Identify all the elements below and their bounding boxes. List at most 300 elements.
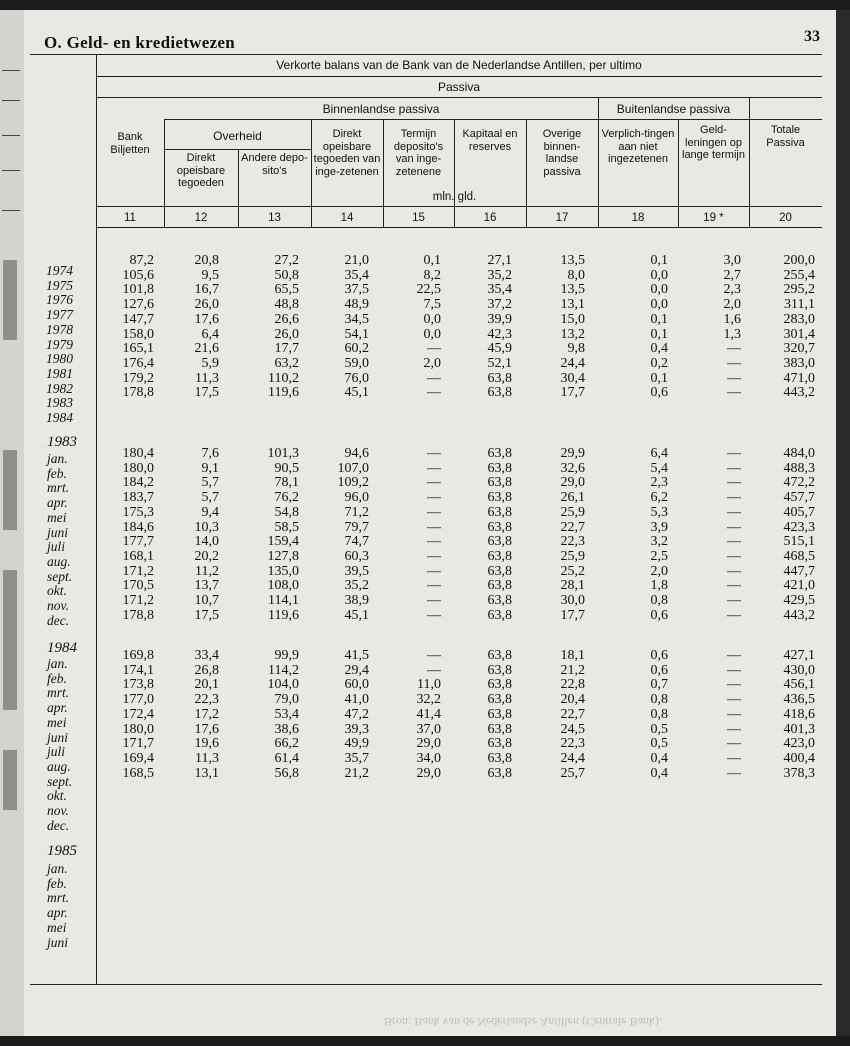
row-1984-cell: — bbox=[427, 662, 441, 678]
row-1983-cell: 107,0 bbox=[337, 460, 369, 476]
annual-row-cell: 0,1 bbox=[650, 253, 668, 268]
row-1983-cell: — bbox=[427, 519, 441, 535]
column-number-13: 13 bbox=[268, 212, 281, 224]
annual-row-cell: 63,8 bbox=[487, 385, 512, 401]
annual-row-cell: 127,6 bbox=[122, 297, 154, 313]
row-1983-cell: 2,0 bbox=[650, 563, 668, 579]
row-1984-cell: 56,8 bbox=[274, 765, 299, 781]
row-1983-cell: 5,7 bbox=[201, 475, 219, 491]
row-label-month: feb. bbox=[47, 670, 67, 686]
row-1983-cell: 14,0 bbox=[194, 534, 219, 550]
row-1983-cell: — bbox=[727, 460, 741, 476]
row-1983-cell: — bbox=[727, 534, 741, 550]
row-1984-cell: 104,0 bbox=[267, 677, 299, 693]
row-1983-cell: — bbox=[427, 578, 441, 594]
annual-row-cell: 26,6 bbox=[274, 311, 299, 327]
annual-row-cell: 105,6 bbox=[122, 267, 154, 283]
row-1983-cell: 94,6 bbox=[344, 446, 369, 461]
row-1984-cell: 17,6 bbox=[194, 721, 219, 737]
row-1984-cell: — bbox=[727, 692, 741, 708]
row-label-month: apr. bbox=[47, 495, 68, 511]
unit-label: mln. gld. bbox=[432, 191, 477, 203]
annual-row-cell: 76,0 bbox=[344, 370, 369, 386]
row-label-month: apr. bbox=[47, 905, 68, 921]
row-label-year: 1976 bbox=[46, 292, 73, 308]
row-1983-cell: 5,7 bbox=[201, 490, 219, 506]
row-1983-cell: 17,5 bbox=[194, 607, 219, 623]
row-1983-cell: 423,3 bbox=[783, 519, 815, 535]
row-1983-cell: — bbox=[727, 504, 741, 520]
annual-row-cell: 255,4 bbox=[783, 267, 815, 283]
row-label-month: nov. bbox=[47, 598, 69, 613]
passiva-header: Passiva bbox=[437, 80, 481, 94]
annual-row-cell: 8,0 bbox=[567, 267, 585, 283]
adjacent-page-edge bbox=[0, 10, 24, 1036]
column-number-17: 17 bbox=[555, 212, 569, 224]
row-1983-cell: 177,7 bbox=[122, 534, 154, 550]
row-1984-cell: — bbox=[427, 648, 441, 663]
row-1983-cell: — bbox=[427, 504, 441, 520]
annual-row-cell: 35,4 bbox=[344, 267, 369, 283]
row-1984-cell: 430,0 bbox=[783, 662, 815, 678]
row-1984-cell: 63,8 bbox=[487, 706, 512, 722]
annual-row-cell: 52,1 bbox=[487, 355, 512, 371]
row-1984-cell: 13,1 bbox=[194, 765, 219, 781]
row-1984-cell: 17,2 bbox=[194, 706, 219, 722]
row-1983-cell: 29,0 bbox=[560, 475, 585, 491]
annual-row-cell: 6,4 bbox=[201, 326, 219, 342]
row-1984-cell: — bbox=[727, 721, 741, 737]
row-1984-cell: 49,9 bbox=[344, 736, 369, 752]
column-number-15: 15 bbox=[412, 212, 425, 224]
annual-row-cell: — bbox=[427, 370, 441, 386]
page-number: 33 bbox=[804, 28, 820, 45]
row-1983-cell: — bbox=[727, 475, 741, 491]
row-label-year: 1975 bbox=[46, 277, 73, 293]
section-title: O. Geld- en kredietwezen bbox=[44, 33, 236, 52]
adjacent-text bbox=[3, 450, 17, 530]
row-1983-cell: 515,1 bbox=[783, 534, 815, 550]
row-1983-cell: — bbox=[727, 446, 741, 461]
government-header: Overheid bbox=[213, 129, 262, 143]
row-1984-cell: 400,4 bbox=[783, 750, 815, 766]
row-label-year: 1981 bbox=[46, 365, 73, 381]
row-1983-cell: 170,5 bbox=[122, 578, 154, 594]
row-1983-cell: 159,4 bbox=[267, 534, 299, 550]
row-label-year: 1980 bbox=[46, 351, 73, 367]
row-1983-cell: 74,7 bbox=[344, 534, 369, 550]
row-1983-cell: 457,7 bbox=[783, 490, 815, 506]
annual-row-cell: 17,7 bbox=[560, 385, 585, 401]
row-1984-cell: 169,4 bbox=[122, 750, 154, 766]
row-1983-cell: 25,2 bbox=[560, 563, 585, 579]
annual-row-cell: 179,2 bbox=[122, 370, 154, 386]
annual-row-cell: 283,0 bbox=[783, 311, 815, 327]
row-1983-cell: 22,3 bbox=[560, 534, 585, 550]
annual-row-cell: 34,5 bbox=[344, 311, 369, 327]
row-label-month: juni bbox=[47, 524, 69, 540]
row-label-month: sept. bbox=[47, 773, 73, 789]
annual-row-cell: 35,4 bbox=[487, 282, 512, 298]
annual-row-cell: — bbox=[727, 385, 741, 401]
row-1984-cell: 26,8 bbox=[194, 662, 219, 678]
row-1983-cell: 119,6 bbox=[268, 607, 299, 623]
row-1984-cell: 0,8 bbox=[650, 706, 668, 722]
row-1983-cell: — bbox=[727, 519, 741, 535]
row-1984-cell: 29,4 bbox=[344, 662, 369, 678]
annual-row-cell: 320,7 bbox=[783, 341, 815, 357]
row-1983-cell: 63,8 bbox=[487, 578, 512, 594]
row-1984-cell: 114,2 bbox=[268, 662, 299, 678]
row-1983-cell: 0,6 bbox=[650, 607, 668, 623]
row-1984-cell: 22,3 bbox=[194, 692, 219, 708]
row-1983-cell: 13,7 bbox=[194, 578, 219, 594]
annual-row-cell: 13,2 bbox=[560, 326, 585, 342]
rule-line bbox=[598, 119, 822, 120]
column-header-19: Geld-leningen op lange termijn bbox=[682, 124, 745, 161]
row-1983-cell: 171,2 bbox=[122, 593, 154, 608]
row-1984-cell: 35,7 bbox=[344, 750, 369, 766]
row-1983-cell: 9,1 bbox=[201, 460, 219, 476]
annual-row-cell: 0,4 bbox=[650, 341, 668, 357]
row-1983-cell: 76,2 bbox=[274, 490, 299, 506]
row-label-year: 1982 bbox=[46, 380, 73, 396]
row-label-year: 1984 bbox=[46, 410, 73, 425]
annual-row-cell: 48,8 bbox=[274, 297, 299, 313]
row-1984-cell: 18,1 bbox=[560, 648, 585, 663]
row-label-month: dec. bbox=[47, 817, 70, 833]
annual-row-cell: 1,3 bbox=[723, 326, 741, 342]
annual-row-cell: 2,3 bbox=[723, 282, 741, 298]
annual-row-cell: 147,7 bbox=[122, 311, 154, 327]
row-1984-cell: 63,8 bbox=[487, 765, 512, 781]
annual-row-cell: 443,2 bbox=[783, 385, 815, 401]
row-1983-cell: 108,0 bbox=[267, 578, 299, 594]
column-number-11: 11 bbox=[124, 212, 136, 224]
annual-row-cell: 45,1 bbox=[344, 385, 369, 401]
row-1983-cell: — bbox=[427, 475, 441, 491]
annual-row-cell: 63,2 bbox=[274, 355, 299, 371]
row-1983-cell: 175,3 bbox=[122, 504, 154, 520]
row-1983-cell: 109,2 bbox=[337, 475, 369, 491]
rule-line bbox=[749, 97, 750, 227]
annual-row-cell: 101,8 bbox=[122, 282, 154, 298]
row-1984-cell: 60,0 bbox=[344, 677, 369, 693]
row-1984-cell: 180,0 bbox=[122, 721, 154, 737]
row-1984-cell: 423,0 bbox=[783, 736, 815, 752]
annual-row-cell: 7,5 bbox=[423, 297, 441, 313]
annual-row-cell: 65,5 bbox=[274, 282, 299, 298]
row-1983-cell: 184,2 bbox=[122, 475, 154, 491]
row-label-month: juni bbox=[47, 934, 69, 950]
adjacent-rule bbox=[2, 170, 20, 171]
row-1983-cell: 39,5 bbox=[344, 563, 369, 579]
column-number-19: 19 * bbox=[703, 212, 724, 224]
annual-row-cell: — bbox=[727, 370, 741, 386]
row-1983-cell: 488,3 bbox=[783, 460, 815, 476]
row-1984-cell: 11,3 bbox=[195, 750, 219, 766]
annual-row-cell: 59,0 bbox=[344, 355, 369, 371]
row-label-month: feb. bbox=[47, 875, 67, 891]
annual-row-cell: 0,0 bbox=[650, 297, 668, 313]
row-1983-cell: 32,6 bbox=[560, 460, 585, 476]
row-1983-cell: 443,2 bbox=[783, 607, 815, 623]
row-1984-cell: 25,7 bbox=[560, 765, 585, 781]
row-1983-cell: 63,8 bbox=[487, 446, 512, 461]
annual-row-cell: 1,6 bbox=[723, 311, 741, 327]
row-1984-cell: 0,5 bbox=[650, 721, 668, 737]
row-1984-cell: 174,1 bbox=[122, 662, 154, 678]
row-1983-cell: 484,0 bbox=[783, 446, 815, 461]
row-1983-cell: 2,5 bbox=[650, 548, 668, 564]
annual-row-cell: 37,2 bbox=[487, 297, 512, 313]
column-header-17: Overige binnen-landse passiva bbox=[542, 128, 582, 178]
column-header-16: Kapitaal en reserves bbox=[462, 128, 518, 153]
row-1983-cell: 22,7 bbox=[560, 519, 585, 535]
row-1983-cell: 421,0 bbox=[783, 578, 815, 594]
row-1984-cell: — bbox=[727, 662, 741, 678]
row-1983-cell: 7,6 bbox=[201, 446, 219, 461]
row-1984-cell: 0,4 bbox=[650, 765, 668, 781]
row-1983-cell: 25,9 bbox=[560, 504, 585, 520]
row-1984-cell: 22,8 bbox=[560, 677, 585, 693]
row-1984-cell: 378,3 bbox=[783, 765, 815, 781]
row-1984-cell: 20,4 bbox=[560, 692, 585, 708]
row-1983-cell: 3,2 bbox=[650, 534, 668, 550]
row-label-month: jan. bbox=[47, 656, 68, 671]
adjacent-rule bbox=[2, 210, 20, 211]
row-label-month: nov. bbox=[47, 803, 69, 818]
row-1983-cell: 63,8 bbox=[487, 607, 512, 623]
row-1984-cell: 427,1 bbox=[783, 648, 815, 663]
row-1984-cell: 63,8 bbox=[487, 662, 512, 678]
row-1983-cell: 58,5 bbox=[274, 519, 299, 535]
row-label-month: mrt. bbox=[47, 890, 70, 906]
annual-row-cell: 3,0 bbox=[723, 253, 741, 268]
adjacent-text bbox=[3, 570, 17, 710]
annual-row-cell: 0,1 bbox=[650, 311, 668, 327]
annual-row-cell: 119,6 bbox=[268, 385, 299, 401]
annual-row-cell: 45,9 bbox=[487, 341, 512, 357]
annual-row-cell: 0,0 bbox=[650, 267, 668, 283]
row-1984-cell: 47,2 bbox=[344, 706, 369, 722]
row-1984-cell: — bbox=[727, 677, 741, 693]
row-1983-cell: 114,1 bbox=[268, 593, 299, 608]
row-label-month: apr. bbox=[47, 700, 68, 716]
row-1983-cell: 45,1 bbox=[344, 607, 369, 623]
row-1983-cell: — bbox=[727, 548, 741, 564]
annual-row-cell: 16,7 bbox=[194, 282, 219, 298]
rule-line bbox=[30, 984, 822, 985]
row-label-month: okt. bbox=[47, 788, 67, 804]
row-1984-cell: 41,5 bbox=[344, 648, 369, 663]
row-1984-cell: 0,6 bbox=[650, 648, 668, 663]
row-1984-cell: — bbox=[727, 706, 741, 722]
row-1983-cell: 60,3 bbox=[344, 548, 369, 564]
row-1983-cell: 180,4 bbox=[122, 446, 154, 461]
row-1983-cell: 168,1 bbox=[122, 548, 154, 564]
column-number-20: 20 bbox=[779, 212, 792, 224]
row-1983-cell: 5,3 bbox=[650, 504, 668, 520]
annual-row-cell: 26,0 bbox=[274, 326, 299, 342]
annual-row-cell: 165,1 bbox=[122, 341, 154, 357]
row-1984-cell: — bbox=[727, 750, 741, 766]
annual-row-cell: 27,1 bbox=[487, 253, 512, 268]
row-1983-cell: 9,4 bbox=[201, 504, 219, 520]
row-1984-cell: 39,3 bbox=[344, 721, 369, 737]
adjacent-rule bbox=[2, 100, 20, 101]
annual-row-cell: 87,2 bbox=[129, 253, 154, 268]
row-1983-cell: 63,8 bbox=[487, 593, 512, 608]
annual-row-cell: 0,0 bbox=[423, 326, 441, 342]
row-1983-cell: 178,8 bbox=[122, 607, 154, 623]
row-1984-cell: 53,4 bbox=[274, 706, 299, 722]
row-1983-cell: 35,2 bbox=[344, 578, 369, 594]
row-1984-cell: 171,7 bbox=[122, 736, 154, 752]
column-header-20: Totale Passiva bbox=[766, 124, 805, 149]
annual-row-cell: 311,1 bbox=[784, 297, 815, 313]
row-1983-cell: 184,6 bbox=[122, 519, 154, 535]
column-number-18: 18 bbox=[631, 212, 645, 224]
annual-row-cell: 21,0 bbox=[344, 253, 369, 268]
row-1984-cell: 0,6 bbox=[650, 662, 668, 678]
row-1984-cell: 63,8 bbox=[487, 648, 512, 663]
row-1983-cell: 63,8 bbox=[487, 548, 512, 564]
adjacent-rule bbox=[2, 70, 20, 71]
row-1983-cell: 63,8 bbox=[487, 519, 512, 535]
year-heading-1984: 1984 bbox=[47, 640, 77, 656]
row-1983-cell: 6,4 bbox=[650, 446, 668, 461]
row-1983-cell: 0,8 bbox=[650, 593, 668, 608]
column-header-14: Direkt opeisbare tegoeden van inge-zetenen bbox=[313, 128, 381, 178]
row-1983-cell: 1,8 bbox=[650, 578, 668, 594]
annual-row-cell: 48,9 bbox=[344, 297, 369, 313]
annual-row-cell: 17,5 bbox=[194, 385, 219, 401]
year-heading-1983: 1983 bbox=[47, 434, 77, 450]
adjacent-rule bbox=[2, 135, 20, 136]
row-label-month: okt. bbox=[47, 583, 67, 599]
row-1983-cell: — bbox=[427, 460, 441, 476]
row-1984-cell: 29,0 bbox=[416, 765, 441, 781]
row-1984-cell: 33,4 bbox=[194, 648, 219, 663]
row-1984-cell: 172,4 bbox=[122, 706, 154, 722]
annual-row-cell: 0,0 bbox=[650, 282, 668, 298]
annual-row-cell: — bbox=[727, 355, 741, 371]
row-label-month: juli bbox=[47, 539, 66, 555]
row-1984-cell: 22,7 bbox=[560, 706, 585, 722]
row-1983-cell: 183,7 bbox=[122, 490, 154, 506]
row-1984-cell: 19,6 bbox=[194, 736, 219, 752]
row-1983-cell: 63,8 bbox=[487, 490, 512, 506]
domestic-header: Binnenlandse passiva bbox=[322, 102, 440, 116]
row-1984-cell: 22,3 bbox=[560, 736, 585, 752]
column-header-11: Bank Biljetten bbox=[110, 131, 150, 156]
annual-row-cell: 35,2 bbox=[487, 267, 512, 283]
row-label-month: mei bbox=[47, 919, 67, 935]
row-1983-cell: — bbox=[727, 578, 741, 594]
row-1984-cell: 0,8 bbox=[650, 692, 668, 708]
annual-row-cell: 471,0 bbox=[783, 370, 815, 386]
annual-row-cell: 27,2 bbox=[274, 253, 299, 268]
row-1984-cell: 38,6 bbox=[274, 721, 299, 737]
row-1983-cell: 38,9 bbox=[344, 593, 369, 608]
row-1984-cell: 173,8 bbox=[122, 677, 154, 693]
row-1983-cell: 26,1 bbox=[560, 490, 585, 506]
row-1984-cell: 63,8 bbox=[487, 750, 512, 766]
row-1984-cell: 79,0 bbox=[274, 692, 299, 708]
adjacent-text bbox=[3, 750, 17, 810]
row-1984-cell: 11,0 bbox=[417, 677, 441, 693]
row-1983-cell: 5,4 bbox=[650, 460, 668, 476]
row-1983-cell: — bbox=[427, 548, 441, 564]
annual-row-cell: 21,6 bbox=[194, 341, 219, 357]
table-title: Verkorte balans van de Bank van de Nederlandse Antillen, per ultimo bbox=[276, 58, 642, 72]
row-1983-cell: 10,7 bbox=[194, 593, 219, 608]
annual-row-cell: 176,4 bbox=[122, 355, 154, 371]
row-1983-cell: 96,0 bbox=[344, 490, 369, 506]
row-1983-cell: 63,8 bbox=[487, 475, 512, 491]
column-header-12: Direkt opeisbare tegoeden bbox=[176, 152, 226, 189]
row-1984-cell: 63,8 bbox=[487, 736, 512, 752]
rule-line bbox=[96, 227, 822, 228]
annual-row-cell: 2,7 bbox=[723, 267, 741, 283]
row-1983-cell: 20,2 bbox=[194, 548, 219, 564]
row-label-year: 1979 bbox=[46, 336, 73, 352]
binding-shadow bbox=[836, 10, 850, 1036]
row-1983-cell: 10,3 bbox=[194, 519, 219, 535]
row-label-month: juli bbox=[47, 744, 66, 760]
bleed-through-text: Bron: Bank van de Nederlandse Antillen (Centrale Bank). bbox=[384, 1015, 662, 1029]
row-label-month: juni bbox=[47, 729, 69, 745]
row-1984-cell: 436,5 bbox=[783, 692, 815, 708]
row-label-month: dec. bbox=[47, 612, 70, 628]
annual-row-cell: 0,0 bbox=[423, 311, 441, 327]
row-1983-cell: 71,2 bbox=[344, 504, 369, 520]
year-heading-1985: 1985 bbox=[47, 843, 77, 859]
row-1984-cell: 401,3 bbox=[783, 721, 815, 737]
row-1984-cell: 20,1 bbox=[194, 677, 219, 693]
row-1983-cell: — bbox=[427, 534, 441, 550]
rule-line bbox=[96, 76, 822, 77]
annual-row-cell: 17,6 bbox=[194, 311, 219, 327]
row-1983-cell: 135,0 bbox=[267, 563, 299, 579]
column-number-16: 16 bbox=[483, 212, 497, 224]
annual-row-cell: — bbox=[427, 341, 441, 357]
column-header-15: Termijn deposito's van inge-zetenene bbox=[393, 128, 444, 178]
row-1984-cell: 456,1 bbox=[783, 677, 815, 693]
row-1983-cell: 29,9 bbox=[560, 446, 585, 461]
row-1984-cell: 418,6 bbox=[783, 706, 815, 722]
row-1984-cell: 63,8 bbox=[487, 692, 512, 708]
row-1983-cell: 429,5 bbox=[783, 593, 815, 608]
row-1983-cell: 101,3 bbox=[267, 446, 299, 461]
row-label-month: mei bbox=[47, 509, 67, 525]
annual-row-cell: — bbox=[727, 341, 741, 357]
annual-row-cell: 110,2 bbox=[268, 370, 299, 386]
row-label-month: mrt. bbox=[47, 685, 70, 701]
row-1984-cell: 168,5 bbox=[122, 765, 154, 781]
row-1983-cell: 468,5 bbox=[783, 548, 815, 564]
rule-line bbox=[96, 206, 822, 207]
column-number-12: 12 bbox=[194, 212, 208, 224]
row-1983-cell: — bbox=[427, 446, 441, 461]
annual-row-cell: 13,5 bbox=[560, 282, 585, 298]
annual-row-cell: 9,5 bbox=[201, 267, 219, 283]
row-1984-cell: 34,0 bbox=[416, 750, 441, 766]
row-1983-cell: 63,8 bbox=[487, 504, 512, 520]
row-1983-cell: 90,5 bbox=[274, 460, 299, 476]
adjacent-text bbox=[3, 260, 17, 340]
